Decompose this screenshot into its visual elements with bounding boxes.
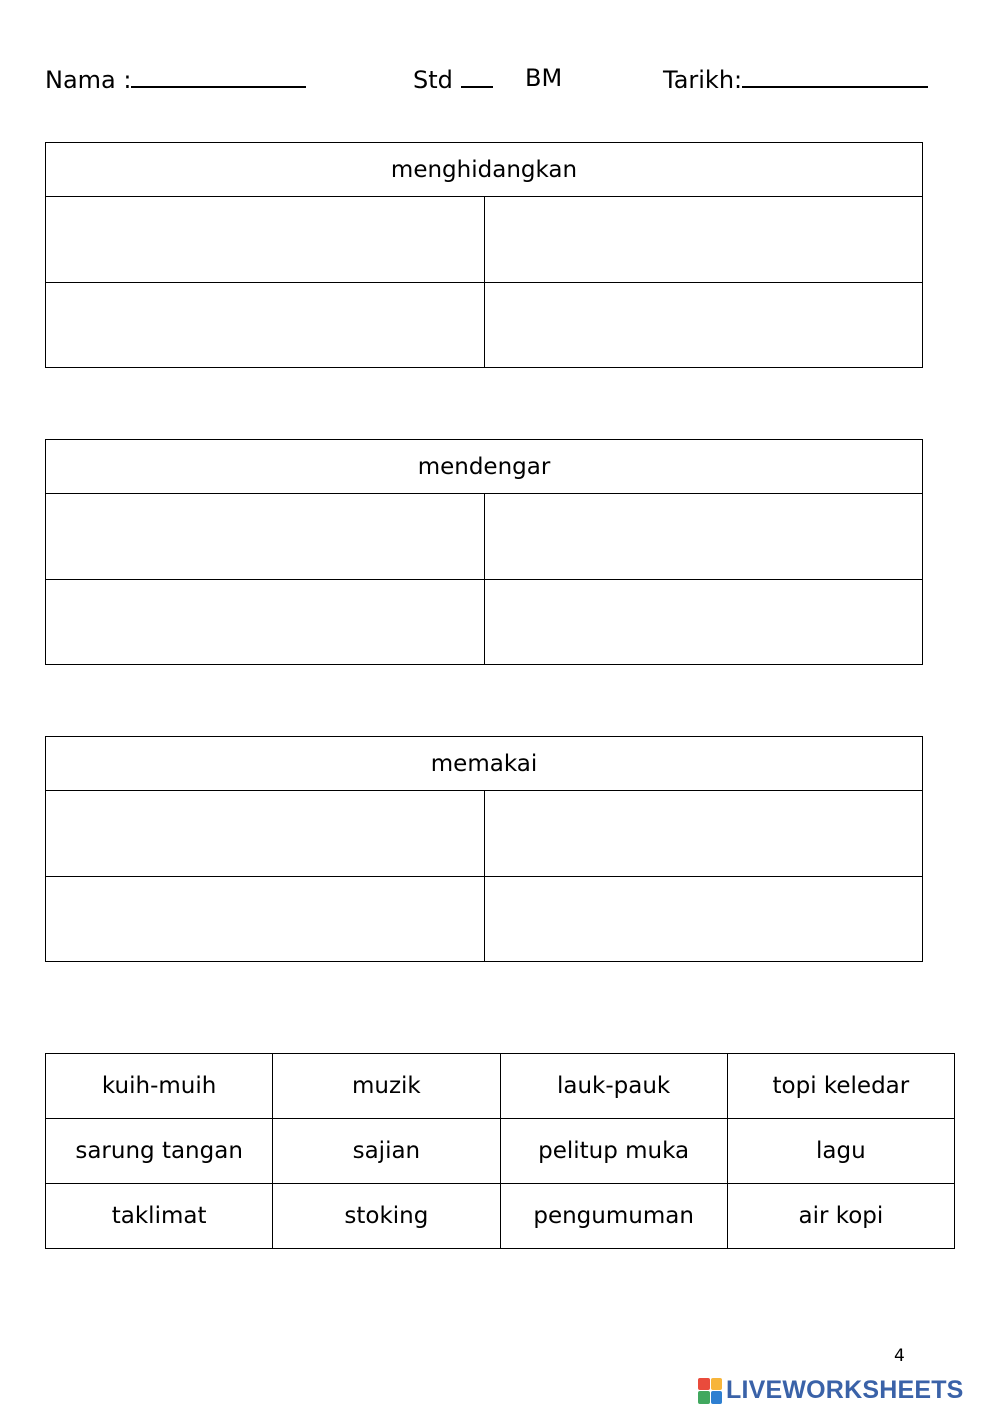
word-card[interactable]: taklimat	[46, 1184, 273, 1249]
table-row	[46, 579, 922, 664]
logo-square-red	[698, 1378, 710, 1391]
answer-cell[interactable]	[484, 197, 923, 282]
word-bank-row	[46, 1119, 955, 1184]
page-number: 4	[894, 1346, 905, 1366]
sort-table-memakai	[45, 736, 923, 962]
logo-square-green	[698, 1391, 710, 1404]
answer-cell[interactable]	[484, 877, 923, 961]
answer-cell[interactable]	[46, 580, 484, 664]
table-row	[46, 197, 922, 282]
logo-square-yellow	[711, 1378, 723, 1391]
date-label: Tarikh:	[663, 66, 743, 94]
sort-table-menghidangkan	[45, 142, 923, 368]
word-card[interactable]: sajian	[273, 1119, 500, 1184]
word-card[interactable]: kuih-muih	[46, 1054, 273, 1119]
word-card[interactable]: lauk-pauk	[500, 1054, 727, 1119]
worksheet-header	[45, 58, 945, 98]
subject-label: BM	[525, 64, 563, 92]
answer-cell[interactable]	[46, 877, 484, 961]
word-card[interactable]: pelitup muka	[500, 1119, 727, 1184]
sort-table-mendengar	[45, 439, 923, 665]
answer-cell[interactable]	[46, 283, 484, 367]
liveworksheets-logo	[698, 1376, 964, 1405]
table-heading: memakai	[46, 737, 922, 791]
word-card[interactable]: stoking	[273, 1184, 500, 1249]
std-field	[413, 58, 493, 100]
name-blank[interactable]	[131, 58, 306, 88]
table-row	[46, 282, 922, 367]
word-card[interactable]: pengumuman	[500, 1184, 727, 1249]
answer-cell[interactable]	[484, 494, 923, 579]
word-bank-row	[46, 1054, 955, 1119]
logo-square-blue	[711, 1391, 723, 1404]
liveworksheets-logo-icon	[698, 1378, 722, 1404]
date-field	[663, 58, 928, 100]
word-card[interactable]: topi keledar	[727, 1054, 954, 1119]
word-card[interactable]: muzik	[273, 1054, 500, 1119]
word-card[interactable]: lagu	[727, 1119, 954, 1184]
answer-cell[interactable]	[484, 580, 923, 664]
answer-cell[interactable]	[46, 791, 484, 876]
name-label: Nama :	[45, 66, 132, 94]
std-label: Std	[413, 66, 453, 94]
table-heading: mendengar	[46, 440, 922, 494]
table-row	[46, 876, 922, 961]
std-blank[interactable]	[461, 58, 493, 88]
word-bank-row	[46, 1184, 955, 1249]
answer-cell[interactable]	[484, 791, 923, 876]
answer-cell[interactable]	[46, 197, 484, 282]
name-field	[45, 58, 306, 100]
brand-name: LIVEWORKSHEETS	[726, 1376, 964, 1404]
answer-cell[interactable]	[484, 283, 923, 367]
word-card[interactable]: air kopi	[727, 1184, 954, 1249]
date-blank[interactable]	[742, 58, 928, 88]
table-row	[46, 494, 922, 579]
word-card[interactable]: sarung tangan	[46, 1119, 273, 1184]
table-heading: menghidangkan	[46, 143, 922, 197]
answer-cell[interactable]	[46, 494, 484, 579]
table-row	[46, 791, 922, 876]
word-bank-table	[45, 1053, 955, 1249]
